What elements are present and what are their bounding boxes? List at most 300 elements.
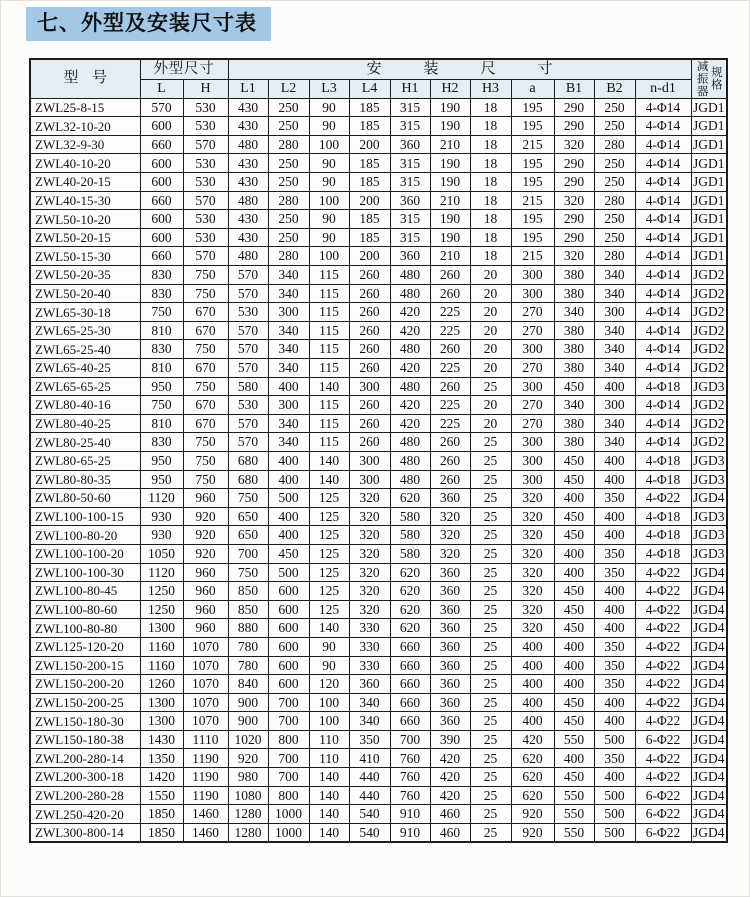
dimension-cell: 400	[594, 693, 635, 712]
damper-spec-cell: JGD2	[691, 321, 727, 340]
table-row	[30, 359, 727, 378]
dimension-cell: 450	[554, 619, 594, 638]
header-col-B1: B1	[554, 79, 594, 98]
damper-spec-cell: JGD4	[691, 637, 727, 656]
dimension-cell: 18	[470, 117, 511, 136]
header-col-L: L	[140, 79, 183, 98]
dimension-cell: 280	[594, 135, 635, 154]
dimension-cell: 185	[349, 154, 390, 173]
dimension-cell: 480	[390, 377, 430, 396]
dimensions-table	[29, 58, 728, 843]
damper-spec-cell: JGD1	[691, 154, 727, 173]
header-col-H3: H3	[470, 79, 511, 98]
dimension-cell: 25	[470, 693, 511, 712]
dimension-cell: 910	[390, 823, 430, 842]
dimension-cell: 185	[349, 210, 390, 229]
dimension-cell: 4-Φ22	[635, 582, 691, 601]
dimension-cell: 90	[309, 210, 349, 229]
header-col-L2: L2	[268, 79, 309, 98]
dimension-cell: 1190	[183, 786, 228, 805]
dimension-cell: 90	[309, 656, 349, 675]
dimension-cell: 400	[554, 675, 594, 694]
table-row	[30, 173, 727, 192]
damper-spec-cell: JGD3	[691, 451, 727, 470]
dimension-cell: 450	[554, 712, 594, 731]
dimension-cell: 750	[183, 433, 228, 452]
dimension-cell: 1850	[140, 823, 183, 842]
dimension-cell: 20	[470, 396, 511, 415]
dimension-cell: 1460	[183, 823, 228, 842]
table-row	[30, 637, 727, 656]
dimension-cell: 380	[554, 340, 594, 359]
dimension-cell: 225	[430, 359, 470, 378]
dimension-cell: 25	[470, 433, 511, 452]
dimension-cell: 4-Φ22	[635, 768, 691, 787]
dimension-cell: 90	[309, 637, 349, 656]
dimension-cell: 800	[268, 730, 309, 749]
dimension-cell: 1460	[183, 805, 228, 824]
dimension-cell: 620	[390, 619, 430, 638]
dimension-cell: 600	[268, 619, 309, 638]
dimension-cell: 120	[309, 675, 349, 694]
dimension-cell: 18	[470, 154, 511, 173]
model-cell: ZWL80-25-40	[30, 433, 140, 452]
dimension-cell: 960	[183, 600, 228, 619]
model-cell: ZWL150-200-20	[30, 675, 140, 694]
dimension-cell: 430	[228, 117, 268, 136]
damper-spec-cell: JGD1	[691, 228, 727, 247]
model-cell: ZWL100-80-20	[30, 526, 140, 545]
dimension-cell: 185	[349, 98, 390, 117]
dimension-cell: 1160	[140, 656, 183, 675]
dimension-cell: 400	[511, 712, 554, 731]
dimension-cell: 620	[390, 600, 430, 619]
dimension-cell: 450	[554, 600, 594, 619]
dimension-cell: 360	[430, 656, 470, 675]
dimension-cell: 380	[554, 284, 594, 303]
dimension-cell: 185	[349, 228, 390, 247]
dimension-cell: 300	[511, 340, 554, 359]
dimension-cell: 830	[140, 266, 183, 285]
model-cell: ZWL32-9-30	[30, 135, 140, 154]
dimension-cell: 260	[349, 284, 390, 303]
dimension-cell: 250	[594, 154, 635, 173]
dimension-cell: 350	[594, 637, 635, 656]
dimension-cell: 320	[511, 544, 554, 563]
table-row	[30, 768, 727, 787]
dimension-cell: 750	[140, 396, 183, 415]
dimension-cell: 260	[430, 377, 470, 396]
dimension-cell: 140	[309, 377, 349, 396]
dimension-cell: 20	[470, 414, 511, 433]
dimension-cell: 1070	[183, 712, 228, 731]
model-cell: ZWL100-80-80	[30, 619, 140, 638]
dimension-cell: 115	[309, 266, 349, 285]
dimension-cell: 760	[390, 768, 430, 787]
dimension-cell: 440	[349, 768, 390, 787]
dimension-cell: 360	[430, 693, 470, 712]
dimension-cell: 18	[470, 98, 511, 117]
damper-spec-cell: JGD3	[691, 544, 727, 563]
dimension-cell: 315	[390, 154, 430, 173]
dimension-cell: 290	[554, 210, 594, 229]
dimension-cell: 400	[594, 526, 635, 545]
dimension-cell: 660	[390, 693, 430, 712]
header-col-L1: L1	[228, 79, 268, 98]
dimension-cell: 750	[183, 470, 228, 489]
dimension-cell: 430	[228, 154, 268, 173]
model-cell: ZWL150-180-38	[30, 730, 140, 749]
dimension-cell: 250	[594, 98, 635, 117]
dimension-cell: 960	[183, 582, 228, 601]
dimension-cell: 320	[430, 526, 470, 545]
dimension-cell: 360	[430, 563, 470, 582]
dimension-cell: 215	[511, 247, 554, 266]
dimension-cell: 350	[594, 489, 635, 508]
dimension-cell: 660	[390, 712, 430, 731]
dimension-cell: 250	[268, 117, 309, 136]
dimension-cell: 4-Φ14	[635, 340, 691, 359]
dimension-cell: 300	[268, 396, 309, 415]
dimension-cell: 115	[309, 340, 349, 359]
dimension-cell: 600	[140, 173, 183, 192]
dimension-cell: 115	[309, 303, 349, 322]
dimension-cell: 300	[349, 377, 390, 396]
dimension-cell: 620	[511, 749, 554, 768]
dimension-cell: 4-Φ14	[635, 173, 691, 192]
dimension-cell: 1070	[183, 656, 228, 675]
dimension-cell: 420	[390, 396, 430, 415]
dimension-cell: 570	[228, 266, 268, 285]
dimension-cell: 140	[309, 470, 349, 489]
dimension-cell: 25	[470, 377, 511, 396]
dimension-cell: 700	[268, 768, 309, 787]
dimension-cell: 420	[390, 414, 430, 433]
dimension-cell: 450	[554, 377, 594, 396]
dimension-cell: 340	[268, 340, 309, 359]
dimension-cell: 250	[268, 98, 309, 117]
damper-spec-cell: JGD3	[691, 377, 727, 396]
dimension-cell: 1000	[268, 805, 309, 824]
dimension-cell: 580	[228, 377, 268, 396]
dimension-cell: 530	[183, 228, 228, 247]
table-row	[30, 600, 727, 619]
dimension-cell: 195	[511, 98, 554, 117]
dimension-cell: 25	[470, 730, 511, 749]
dimension-cell: 320	[349, 563, 390, 582]
damper-spec-cell: JGD4	[691, 619, 727, 638]
dimension-cell: 400	[594, 768, 635, 787]
dimension-cell: 550	[554, 786, 594, 805]
table-header	[30, 59, 727, 98]
model-cell: ZWL50-10-20	[30, 210, 140, 229]
dimension-cell: 315	[390, 117, 430, 136]
dimension-cell: 1250	[140, 600, 183, 619]
dimension-cell: 4-Φ14	[635, 247, 691, 266]
dimension-cell: 750	[228, 489, 268, 508]
dimension-cell: 25	[470, 805, 511, 824]
dimension-cell: 25	[470, 749, 511, 768]
dimension-cell: 500	[594, 786, 635, 805]
dimension-cell: 260	[349, 414, 390, 433]
model-cell: ZWL250-420-20	[30, 805, 140, 824]
dimension-cell: 620	[511, 768, 554, 787]
table-row	[30, 563, 727, 582]
dimension-cell: 90	[309, 154, 349, 173]
dimension-cell: 570	[228, 284, 268, 303]
model-cell: ZWL150-180-30	[30, 712, 140, 731]
dimension-cell: 320	[430, 507, 470, 526]
dimension-cell: 4-Φ14	[635, 321, 691, 340]
page-title: 七、外型及安装尺寸表	[26, 7, 271, 41]
dimension-cell: 4-Φ18	[635, 451, 691, 470]
dimension-cell: 260	[349, 321, 390, 340]
dimension-cell: 4-Φ14	[635, 284, 691, 303]
dimension-cell: 20	[470, 359, 511, 378]
dimension-cell: 880	[228, 619, 268, 638]
dimension-cell: 340	[594, 321, 635, 340]
table-row	[30, 396, 727, 415]
dimension-cell: 830	[140, 433, 183, 452]
dimension-cell: 18	[470, 228, 511, 247]
dimension-cell: 320	[349, 526, 390, 545]
dimension-cell: 320	[511, 526, 554, 545]
dimension-cell: 260	[430, 266, 470, 285]
dimension-cell: 4-Φ22	[635, 489, 691, 508]
dimension-cell: 210	[430, 135, 470, 154]
dimension-cell: 700	[268, 712, 309, 731]
model-cell: ZWL65-40-25	[30, 359, 140, 378]
dimension-cell: 450	[554, 526, 594, 545]
model-cell: ZWL200-280-28	[30, 786, 140, 805]
dimension-cell: 570	[183, 191, 228, 210]
dimension-cell: 660	[140, 135, 183, 154]
model-cell: ZWL100-80-45	[30, 582, 140, 601]
dimension-cell: 18	[470, 191, 511, 210]
dimension-cell: 600	[268, 637, 309, 656]
damper-spec-cell: JGD4	[691, 489, 727, 508]
dimension-cell: 1280	[228, 823, 268, 842]
dimension-cell: 4-Φ22	[635, 563, 691, 582]
dimension-cell: 960	[183, 563, 228, 582]
dimension-cell: 25	[470, 544, 511, 563]
dimension-cell: 140	[309, 768, 349, 787]
dimension-cell: 400	[268, 507, 309, 526]
damper-spec-cell: JGD2	[691, 414, 727, 433]
dimension-cell: 4-Φ14	[635, 210, 691, 229]
dimension-cell: 140	[309, 451, 349, 470]
model-cell: ZWL65-25-40	[30, 340, 140, 359]
dimension-cell: 340	[268, 321, 309, 340]
model-cell: ZWL65-30-18	[30, 303, 140, 322]
dimension-cell: 480	[390, 451, 430, 470]
table-row	[30, 693, 727, 712]
dimension-cell: 670	[183, 359, 228, 378]
dimension-cell: 100	[309, 247, 349, 266]
dimension-cell: 1280	[228, 805, 268, 824]
dimension-cell: 18	[470, 135, 511, 154]
dimension-cell: 25	[470, 470, 511, 489]
dimension-cell: 280	[268, 191, 309, 210]
dimension-cell: 4-Φ14	[635, 303, 691, 322]
table-row	[30, 675, 727, 694]
table-row	[30, 303, 727, 322]
damper-spec-cell: JGD3	[691, 507, 727, 526]
model-cell: ZWL50-15-30	[30, 247, 140, 266]
damper-spec-cell: JGD2	[691, 284, 727, 303]
table-row	[30, 656, 727, 675]
dimension-cell: 680	[228, 470, 268, 489]
table-row	[30, 247, 727, 266]
dimension-cell: 115	[309, 433, 349, 452]
dimension-cell: 530	[228, 303, 268, 322]
dimension-cell: 4-Φ14	[635, 117, 691, 136]
dimension-cell: 225	[430, 396, 470, 415]
dimension-cell: 300	[511, 377, 554, 396]
dimension-cell: 400	[594, 712, 635, 731]
dimension-cell: 420	[430, 768, 470, 787]
dimension-cell: 1120	[140, 563, 183, 582]
dimension-cell: 4-Φ14	[635, 396, 691, 415]
dimension-cell: 400	[268, 451, 309, 470]
dimension-cell: 500	[594, 805, 635, 824]
dimension-cell: 600	[140, 210, 183, 229]
dimension-cell: 290	[554, 117, 594, 136]
model-cell: ZWL40-10-20	[30, 154, 140, 173]
dimension-cell: 450	[554, 582, 594, 601]
damper-spec-cell: JGD2	[691, 433, 727, 452]
dimension-cell: 185	[349, 173, 390, 192]
damper-spec-cell: JGD1	[691, 98, 727, 117]
damper-spec-cell: JGD3	[691, 526, 727, 545]
table-row	[30, 823, 727, 842]
dimension-cell: 4-Φ14	[635, 228, 691, 247]
dimension-cell: 125	[309, 600, 349, 619]
dimension-cell: 185	[349, 117, 390, 136]
dimension-cell: 700	[268, 749, 309, 768]
dimension-cell: 600	[268, 675, 309, 694]
table-row	[30, 191, 727, 210]
dimension-cell: 140	[309, 823, 349, 842]
dimension-cell: 550	[554, 805, 594, 824]
dimension-cell: 480	[390, 433, 430, 452]
dimension-cell: 115	[309, 359, 349, 378]
dimension-cell: 1190	[183, 749, 228, 768]
model-cell: ZWL100-100-15	[30, 507, 140, 526]
dimension-cell: 270	[511, 396, 554, 415]
dimension-cell: 500	[268, 563, 309, 582]
dimension-cell: 340	[349, 712, 390, 731]
dimension-cell: 380	[554, 414, 594, 433]
dimension-cell: 1190	[183, 768, 228, 787]
dimension-cell: 920	[511, 823, 554, 842]
dimension-cell: 400	[594, 507, 635, 526]
dimension-cell: 300	[511, 284, 554, 303]
dimension-cell: 340	[268, 414, 309, 433]
dimension-cell: 1550	[140, 786, 183, 805]
dimension-cell: 660	[390, 637, 430, 656]
dimension-cell: 700	[268, 693, 309, 712]
table-row	[30, 433, 727, 452]
dimension-cell: 750	[183, 451, 228, 470]
dimension-cell: 670	[183, 396, 228, 415]
dimension-cell: 750	[183, 284, 228, 303]
dimension-cell: 360	[390, 191, 430, 210]
dimension-cell: 620	[390, 489, 430, 508]
dimension-cell: 280	[268, 247, 309, 266]
dimension-cell: 660	[140, 247, 183, 266]
dimension-cell: 300	[511, 266, 554, 285]
dimension-cell: 1300	[140, 619, 183, 638]
dimension-cell: 315	[390, 228, 430, 247]
dimension-cell: 920	[183, 544, 228, 563]
dimension-cell: 25	[470, 656, 511, 675]
dimension-cell: 25	[470, 582, 511, 601]
dimension-cell: 195	[511, 173, 554, 192]
damper-spec-cell: JGD1	[691, 135, 727, 154]
model-cell: ZWL50-20-35	[30, 266, 140, 285]
dimension-cell: 225	[430, 321, 470, 340]
dimension-cell: 340	[554, 396, 594, 415]
dimension-cell: 450	[554, 768, 594, 787]
dimension-cell: 380	[554, 321, 594, 340]
model-cell: ZWL300-800-14	[30, 823, 140, 842]
dimension-cell: 250	[268, 210, 309, 229]
table-row	[30, 135, 727, 154]
damper-spec-cell: JGD4	[691, 712, 727, 731]
dimension-cell: 570	[228, 359, 268, 378]
dimension-cell: 960	[183, 489, 228, 508]
dimension-cell: 1070	[183, 693, 228, 712]
dimension-cell: 125	[309, 582, 349, 601]
dimension-cell: 340	[594, 433, 635, 452]
table-row	[30, 582, 727, 601]
dimension-cell: 1160	[140, 637, 183, 656]
dimension-cell: 195	[511, 210, 554, 229]
dimension-cell: 320	[349, 507, 390, 526]
dimension-cell: 250	[268, 228, 309, 247]
dimension-cell: 400	[594, 600, 635, 619]
dimension-cell: 315	[390, 173, 430, 192]
dimension-cell: 420	[390, 359, 430, 378]
model-cell: ZWL40-15-30	[30, 191, 140, 210]
header-install-dimensions: 安装尺寸	[228, 59, 691, 79]
dimension-cell: 6-Φ22	[635, 730, 691, 749]
dimension-cell: 1300	[140, 693, 183, 712]
dimension-cell: 340	[594, 359, 635, 378]
dimension-cell: 25	[470, 712, 511, 731]
dimension-cell: 360	[430, 582, 470, 601]
dimension-cell: 100	[309, 693, 349, 712]
dimension-cell: 760	[390, 749, 430, 768]
dimension-cell: 190	[430, 98, 470, 117]
dimension-cell: 400	[554, 749, 594, 768]
dimension-cell: 380	[554, 266, 594, 285]
dimension-cell: 330	[349, 656, 390, 675]
table-body	[30, 98, 727, 842]
dimension-cell: 260	[349, 433, 390, 452]
table-row	[30, 730, 727, 749]
dimension-cell: 750	[183, 377, 228, 396]
damper-spec-cell: JGD1	[691, 117, 727, 136]
dimension-cell: 100	[309, 135, 349, 154]
dimension-cell: 200	[349, 135, 390, 154]
table-row	[30, 544, 727, 563]
model-cell: ZWL32-10-20	[30, 117, 140, 136]
table-row	[30, 98, 727, 117]
table-row	[30, 786, 727, 805]
header-model: 型号	[30, 59, 140, 98]
